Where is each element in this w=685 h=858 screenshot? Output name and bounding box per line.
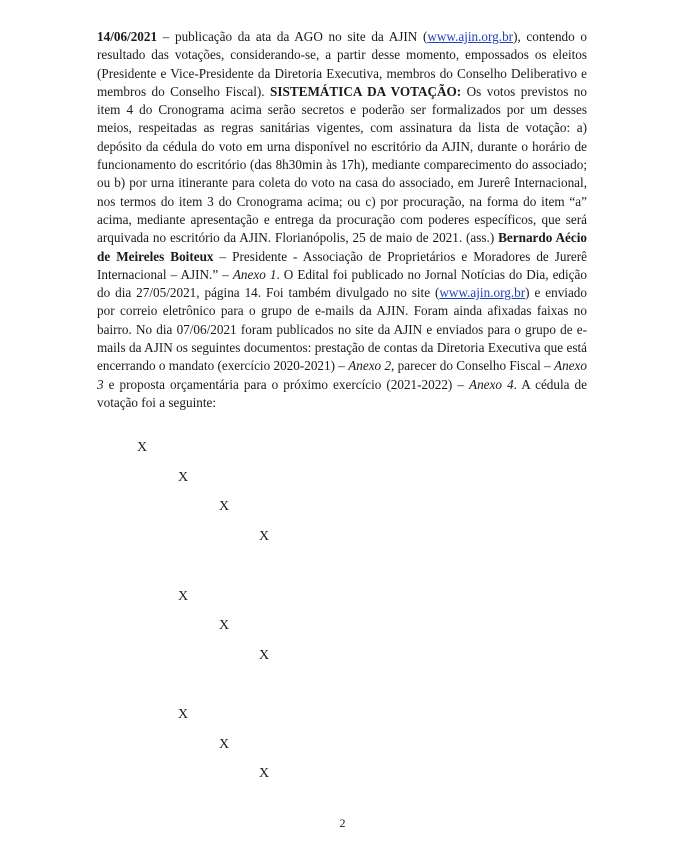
ajin-link-2[interactable]: www.ajin.org.br	[439, 285, 526, 301]
text-run-8: e proposta orçamentária para o próximo exercício (2021-2022) –	[103, 376, 470, 392]
ajin-link-1[interactable]: www.ajin.org.br	[427, 29, 514, 44]
date-text: 14/06/2021	[97, 29, 158, 44]
text-run-7: , parecer do Conselho Fiscal –	[391, 358, 555, 374]
annex-4-ref: Anexo 4	[469, 376, 514, 392]
body-paragraph	[97, 28, 587, 412]
text-run-9: . A cédula de votação foi a seguinte:	[97, 376, 588, 410]
text-run-6: ) e enviado por correio eletrônico para o grupo de e-mails da AJIN. Foram ainda afixadas faixas no bairro. No dia 07/06/2021 foram publicados no site da AJIN e enviados para o grupo de e-mails da AJIN os seguintes documentos: prestação de contas da Diretoria Executiva que está encerrando o mandato (exercício 2020-2021) –	[97, 285, 587, 374]
annex-3-ref: Anexo 3	[97, 358, 587, 392]
ballot-mark: X	[178, 589, 189, 604]
ballot-mark: X	[219, 618, 230, 633]
ballot-mark: X	[219, 499, 230, 514]
text-run-5: . O Edital foi publicado no Jornal Notícias do Dia, edição do dia 27/05/2021, página 14. Foi também divulgado no site (	[97, 266, 587, 301]
text-run-2: ), contendo o resultado das votações, considerando-se, a partir desse momento, empossados os eleitos (Presidente e Vice-Presidente da Diretoria Executiva, membros do Conselho Deliberativo e membros do Conselho Fiscal).	[97, 29, 588, 99]
ballot-mark: X	[259, 766, 270, 781]
ballot-mark: X	[137, 440, 148, 455]
text-run-1: – publicação da ata da AGO no site da AJIN (	[157, 29, 428, 44]
ballot-mark: X	[219, 737, 230, 752]
ballot-mark: X	[259, 648, 270, 663]
voting-heading: SISTEMÁTICA DA VOTAÇÃO:	[270, 83, 462, 99]
ballot-mark: X	[178, 470, 189, 485]
text-run-3: Os votos previstos no item 4 do Cronograma acima serão secretos e poderão ser formalizados por um desses meios, respeitadas as regras sanitárias vigentes, com assinatura da lista de votação: a) depósito da cédula do voto em urna disponível no escritório da AJIN, durante o horário de funcionamento do escritório (das 8h30min às 17h), mediante comparecimento do associado; ou b) por urna itinerante para coleta do voto na casa do associado, em Jurerê Internacional, nos termos do item 3 do Cronograma acima; ou c) por procuração, na forma do item “a” acima, mediante apresentação e entrega da procuração com poderes específicos, que será arquivada no escritório da AJIN. Florianópolis, 25 de maio de 2021. (ass.)	[97, 83, 587, 246]
signer-name: Bernardo Aécio de Meireles Boiteux	[97, 230, 587, 264]
text-run-4: – Presidente - Associação de Proprietários e Moradores de Jurerê Internacional – AJIN.” –	[97, 248, 587, 282]
annex-1-ref: Anexo 1	[232, 266, 277, 282]
annex-2-ref: Anexo 2	[348, 358, 392, 374]
ballot-mark: X	[259, 529, 270, 544]
page-number: 2	[339, 816, 346, 830]
ballot-mark: X	[178, 707, 189, 722]
